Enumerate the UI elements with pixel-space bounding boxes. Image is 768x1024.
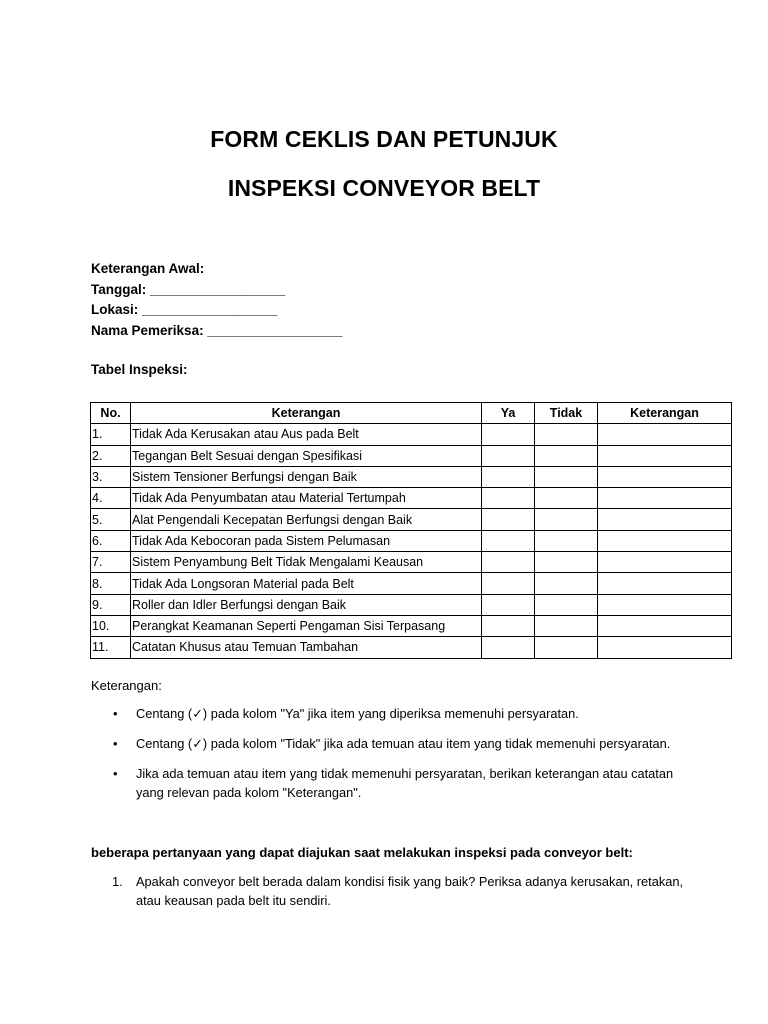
tidak-cell[interactable]: [535, 466, 598, 487]
keterangan-cell[interactable]: [598, 552, 732, 573]
keterangan-cell[interactable]: [598, 509, 732, 530]
keterangan-cell[interactable]: [598, 530, 732, 551]
row-number: 3.: [91, 466, 131, 487]
meta-tanggal-field: Tanggal: __________________: [91, 281, 286, 297]
ya-cell[interactable]: [482, 530, 535, 551]
keterangan-cell[interactable]: [598, 637, 732, 658]
row-item: Perangkat Keamanan Seperti Pengaman Sisi Terpasang: [131, 615, 482, 636]
notes-label: Keterangan:: [91, 678, 162, 693]
row-item: Tidak Ada Penyumbatan atau Material Tertumpah: [131, 488, 482, 509]
row-number: 9.: [91, 594, 131, 615]
tidak-cell[interactable]: [535, 445, 598, 466]
ya-cell[interactable]: [482, 445, 535, 466]
table-row: [91, 573, 732, 594]
table-row: [91, 424, 732, 445]
row-item: Sistem Tensioner Berfungsi dengan Baik: [131, 466, 482, 487]
list-item: [91, 873, 691, 910]
tidak-cell[interactable]: [535, 615, 598, 636]
meta-block: [91, 259, 342, 341]
ya-cell[interactable]: [482, 594, 535, 615]
table-row: [91, 637, 732, 658]
row-number: 6.: [91, 530, 131, 551]
keterangan-cell[interactable]: [598, 594, 732, 615]
header-tidak: Tidak: [535, 403, 598, 424]
row-number: 11.: [91, 637, 131, 658]
header-keterangan-notes: Keterangan: [598, 403, 732, 424]
keterangan-cell[interactable]: [598, 466, 732, 487]
header-no: No.: [91, 403, 131, 424]
note-text: Jika ada temuan atau item yang tidak memenuhi persyaratan, berikan keterangan atau catatan yang relevan pada kolom "Keterangan".: [136, 766, 674, 800]
meta-lokasi-field: Lokasi: __________________: [91, 302, 278, 317]
keterangan-cell[interactable]: [598, 573, 732, 594]
keterangan-cell[interactable]: [598, 445, 732, 466]
bullet-icon: •: [113, 706, 118, 721]
row-item: Catatan Khusus atau Temuan Tambahan: [131, 637, 482, 658]
row-number: 2.: [91, 445, 131, 466]
row-number: 1.: [91, 424, 131, 445]
ya-cell[interactable]: [482, 637, 535, 658]
table-row: [91, 552, 732, 573]
meta-nama-pemeriksa-field: Nama Pemeriksa: __________________: [91, 322, 343, 338]
question-text: Apakah conveyor belt berada dalam kondisi fisik yang baik? Periksa adanya kerusakan, retakan, atau keausan pada belt itu sendiri.: [136, 874, 684, 908]
questions-label: beberapa pertanyaan yang dapat diajukan saat melakukan inspeksi pada conveyor belt:: [91, 845, 633, 860]
tidak-cell[interactable]: [535, 509, 598, 530]
notes-list: [91, 704, 691, 813]
tidak-cell[interactable]: [535, 573, 598, 594]
table-row: [91, 530, 732, 551]
tidak-cell[interactable]: [535, 594, 598, 615]
ya-cell[interactable]: [482, 509, 535, 530]
row-number: 8.: [91, 573, 131, 594]
table-label: Tabel Inspeksi:: [91, 362, 188, 377]
keterangan-cell[interactable]: [598, 615, 732, 636]
row-item: Tidak Ada Kebocoran pada Sistem Pelumasan: [131, 530, 482, 551]
bullet-icon: •: [113, 766, 118, 781]
row-item: Sistem Penyambung Belt Tidak Mengalami Keausan: [131, 552, 482, 573]
ya-cell[interactable]: [482, 424, 535, 445]
inspection-table: [90, 402, 732, 659]
list-item: [91, 764, 691, 802]
document-title-line-1: FORM CEKLIS DAN PETUNJUK: [210, 126, 558, 152]
note-text: Centang (✓) pada kolom "Ya" jika item yang diperiksa memenuhi persyaratan.: [136, 706, 579, 721]
ya-cell[interactable]: [482, 552, 535, 573]
ya-cell[interactable]: [482, 615, 535, 636]
list-item: [91, 704, 691, 723]
note-text: Centang (✓) pada kolom "Tidak" jika ada temuan atau item yang tidak memenuhi persyaratan.: [136, 736, 671, 751]
row-item: Alat Pengendali Kecepatan Berfungsi dengan Baik: [131, 509, 482, 530]
tidak-cell[interactable]: [535, 552, 598, 573]
header-keterangan-item: Keterangan: [131, 403, 482, 424]
row-number: 5.: [91, 509, 131, 530]
row-item: Tidak Ada Kerusakan atau Aus pada Belt: [131, 424, 482, 445]
row-number: 10.: [91, 615, 131, 636]
question-number: 1.: [112, 874, 123, 889]
header-ya: Ya: [482, 403, 535, 424]
table-row: [91, 615, 732, 636]
tidak-cell[interactable]: [535, 488, 598, 509]
questions-list: [91, 873, 691, 910]
table-row: [91, 445, 732, 466]
keterangan-cell[interactable]: [598, 488, 732, 509]
keterangan-cell[interactable]: [598, 424, 732, 445]
meta-header: Keterangan Awal:: [91, 261, 205, 276]
ya-cell[interactable]: [482, 488, 535, 509]
table-row: [91, 594, 732, 615]
document-title-line-2: INSPEKSI CONVEYOR BELT: [227, 175, 541, 201]
bullet-icon: •: [113, 736, 118, 751]
tidak-cell[interactable]: [535, 637, 598, 658]
tidak-cell[interactable]: [535, 530, 598, 551]
table-row: [91, 488, 732, 509]
row-number: 4.: [91, 488, 131, 509]
row-number: 7.: [91, 552, 131, 573]
table-header-row: [91, 403, 732, 424]
row-item: Tegangan Belt Sesuai dengan Spesifikasi: [131, 445, 482, 466]
ya-cell[interactable]: [482, 466, 535, 487]
row-item: Roller dan Idler Berfungsi dengan Baik: [131, 594, 482, 615]
row-item: Tidak Ada Longsoran Material pada Belt: [131, 573, 482, 594]
ya-cell[interactable]: [482, 573, 535, 594]
list-item: [91, 734, 691, 753]
tidak-cell[interactable]: [535, 424, 598, 445]
table-row: [91, 466, 732, 487]
table-row: [91, 509, 732, 530]
